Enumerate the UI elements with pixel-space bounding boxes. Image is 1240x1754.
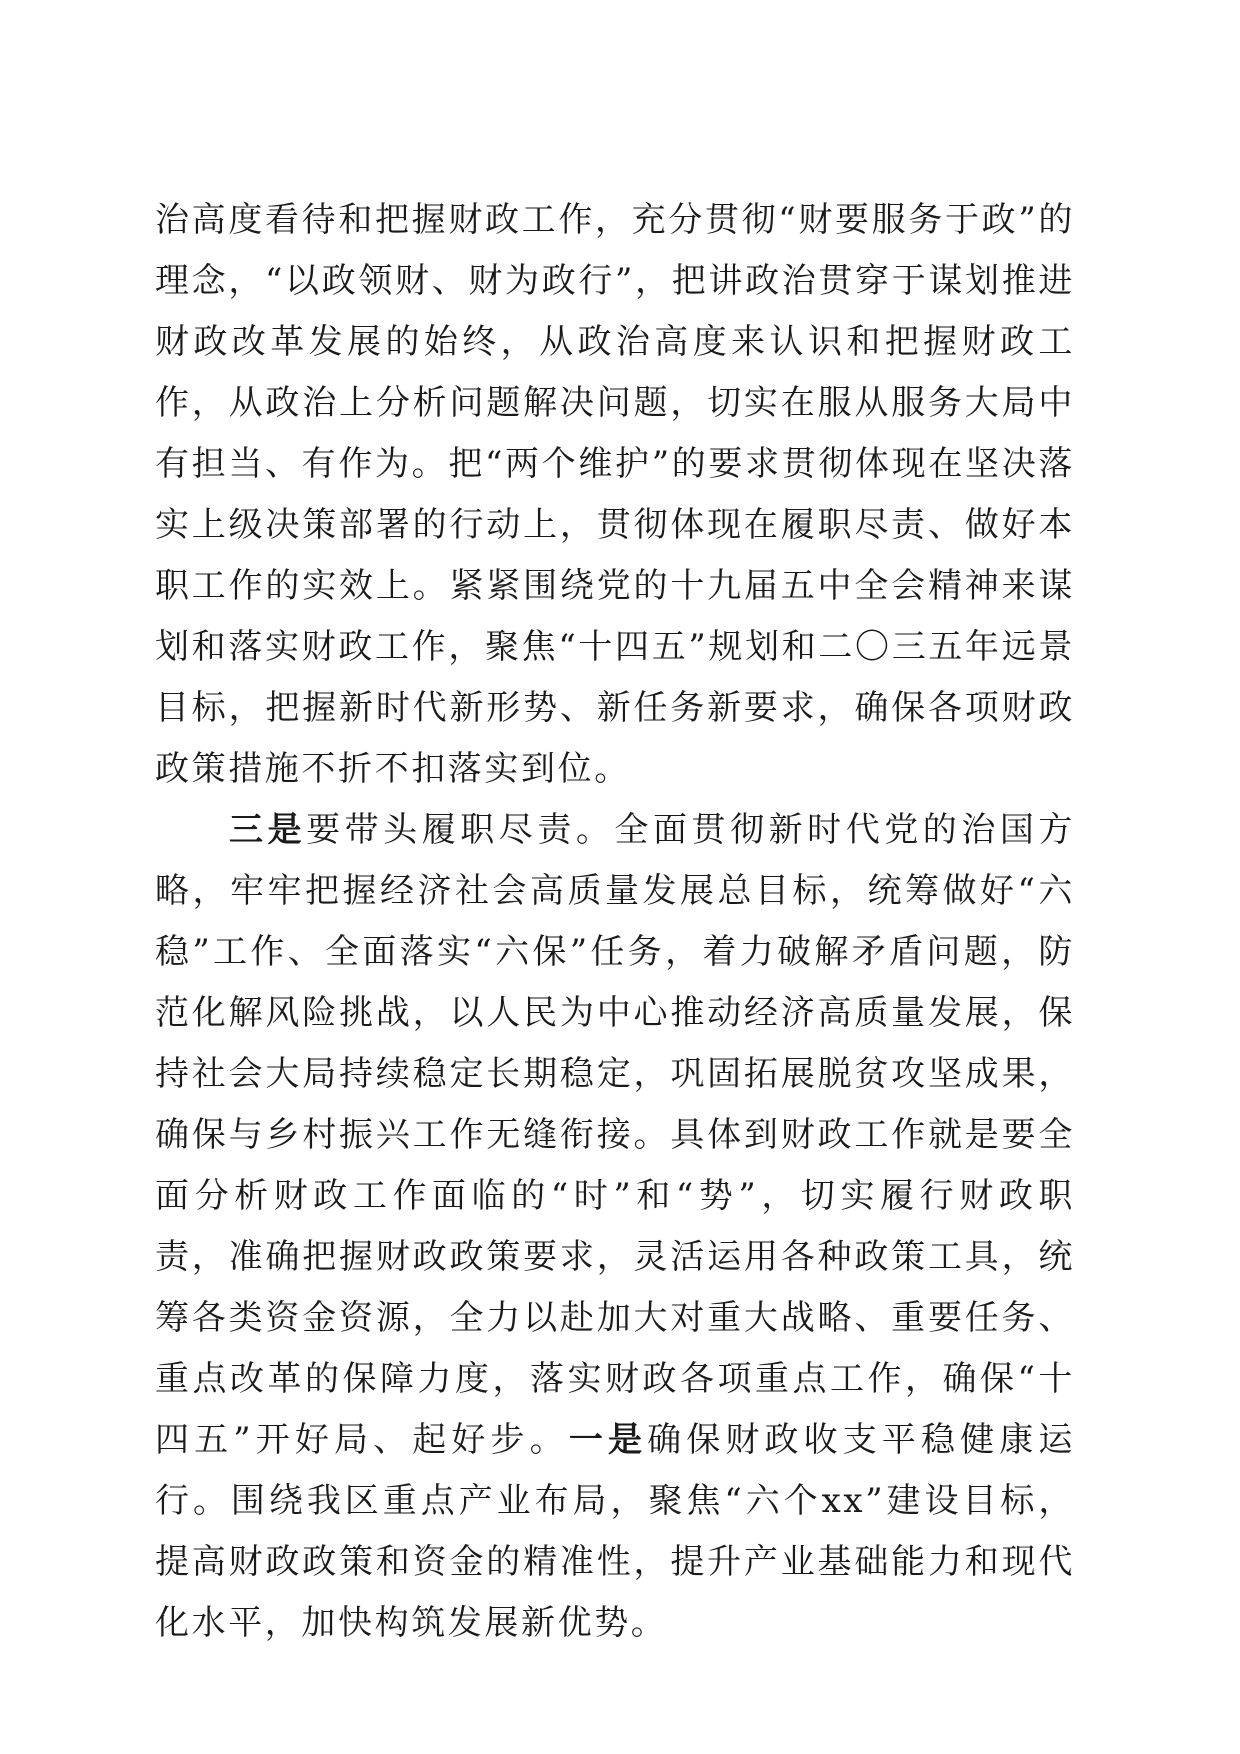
paragraph-lead-yi-shi: 一是 — [568, 1420, 648, 1460]
document-body — [155, 190, 1075, 1654]
paragraph-continued — [155, 190, 1075, 800]
paragraph-text: 要带头履职尽责。全面贯彻新时代党的治国方略，牢牢把握经济社会高质量发展总目标，统筹做好“六稳”工作、全面落实“六保”任务，着力破解矛盾问题，防范化解风险挑战，以人民为中心推动经济高质量发展，保持社会大局持续稳定长期稳定，巩固拓展脱贫攻坚成果，确保与乡村振兴工作无缝衔接。具体到财政工作就是要全面分析财政工作面临的“时”和“势”，切实履行财政职责，准确把握财政政策要求，灵活运用各种政策工具，统筹各类资金资源，全力以赴加大对重大战略、重要任务、重点改革的保障力度，落实财政各项重点工作，确保“十四五”开好局、起好步。 — [155, 810, 1076, 1460]
paragraph-third-point — [155, 800, 1075, 1654]
paragraph-text: 确保财政收支平稳健康运行。围绕我区重点产业布局，聚焦“六个xx”建设目标，提高财政政策和资金的精准性，提升产业基础能力和现代化水平，加快构筑发展新优势。 — [155, 1420, 1075, 1643]
paragraph-lead-san-shi: 三是 — [229, 810, 307, 850]
paragraph-text: 治高度看待和把握财政工作，充分贯彻“财要服务于政”的理念，“以政领财、财为政行”，把讲政治贯穿于谋划推进财政改革发展的始终，从政治高度来认识和把握财政工作，从政治上分析问题解决问题，切实在服从服务大局中有担当、有作为。把“两个维护”的要求贯彻体现在坚决落实上级决策部署的行动上，贯彻体现在履职尽责、做好本职工作的实效上。紧紧围绕党的十九届五中全会精神来谋划和落实财政工作，聚焦“十四五”规划和二〇三五年远景目标，把握新时代新形势、新任务新要求，确保各项财政政策措施不折不扣落实到位。 — [155, 200, 1075, 789]
